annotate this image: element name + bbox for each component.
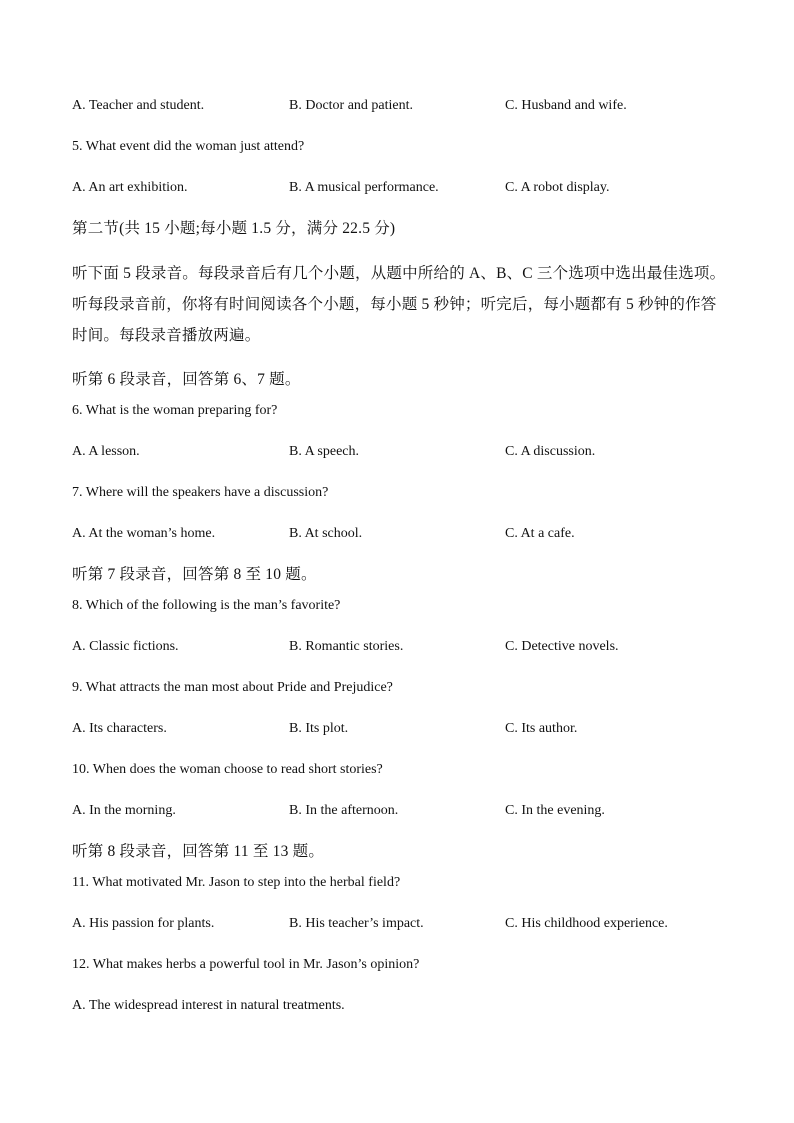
q10-option-c: C. In the evening. (505, 803, 605, 818)
q7-option-b: B. At school. (289, 526, 363, 541)
segment8-heading: 听第 8 段录音，回答第 11 至 13 题。 (72, 843, 325, 860)
q5-option-b: B. A musical performance. (289, 180, 439, 195)
q12-stem: 12. What makes herbs a powerful tool in Mr. Jason’s opinion? (72, 957, 420, 972)
q8-option-b: B. Romantic stories. (289, 639, 404, 654)
segment6-heading: 听第 6 段录音，回答第 6、7 题。 (72, 371, 301, 388)
q8-option-c: C. Detective novels. (505, 639, 619, 654)
q5-stem: 5. What event did the woman just attend? (72, 139, 305, 154)
q6-option-b: B. A speech. (289, 444, 359, 459)
q10-stem: 10. When does the woman choose to read short stories? (72, 762, 383, 777)
q4-option-c: C. Husband and wife. (505, 98, 627, 113)
instructions-line-3: 时间。每段录音播放两遍。 (72, 327, 261, 344)
q11-option-b: B. His teacher’s impact. (289, 916, 424, 931)
q9-option-c: C. Its author. (505, 721, 578, 736)
q11-stem: 11. What motivated Mr. Jason to step into the herbal field? (72, 875, 401, 890)
q7-stem: 7. Where will the speakers have a discussion? (72, 485, 329, 500)
q11-option-c: C. His childhood experience. (505, 916, 668, 931)
q9-stem: 9. What attracts the man most about Pride and Prejudice? (72, 680, 393, 695)
q12-option-a: A. The widespread interest in natural treatments. (72, 998, 345, 1013)
instructions-line-1: 听下面 5 段录音。每段录音后有几个小题，从题中所给的 A、B、C 三个选项中选出最佳选项。 (72, 265, 726, 282)
q4-option-a: A. Teacher and student. (72, 98, 205, 113)
instructions-line-2: 听每段录音前，你将有时间阅读各个小题，每小题 5 秒钟；听完后，每小题都有 5 秒钟的作答 (72, 296, 717, 313)
q11-option-a: A. His passion for plants. (72, 916, 215, 931)
q4-option-b: B. Doctor and patient. (289, 98, 414, 113)
q6-option-a: A. A lesson. (72, 444, 140, 459)
q9-option-a: A. Its characters. (72, 721, 167, 736)
segment7-heading: 听第 7 段录音，回答第 8 至 10 题。 (72, 566, 317, 583)
q5-option-c: C. A robot display. (505, 180, 610, 195)
q10-option-a: A. In the morning. (72, 803, 176, 818)
q8-stem: 8. Which of the following is the man’s favorite? (72, 598, 341, 613)
q5-option-a: A. An art exhibition. (72, 180, 188, 195)
q9-option-b: B. Its plot. (289, 721, 349, 736)
q10-option-b: B. In the afternoon. (289, 803, 399, 818)
q6-option-c: C. A discussion. (505, 444, 596, 459)
q8-option-a: A. Classic fictions. (72, 639, 179, 654)
q6-stem: 6. What is the woman preparing for? (72, 403, 278, 418)
section2-title: 第二节(共 15 小题;每小题 1.5 分，满分 22.5 分) (72, 220, 396, 237)
q7-option-c: C. At a cafe. (505, 526, 575, 541)
q7-option-a: A. At the woman’s home. (72, 526, 216, 541)
